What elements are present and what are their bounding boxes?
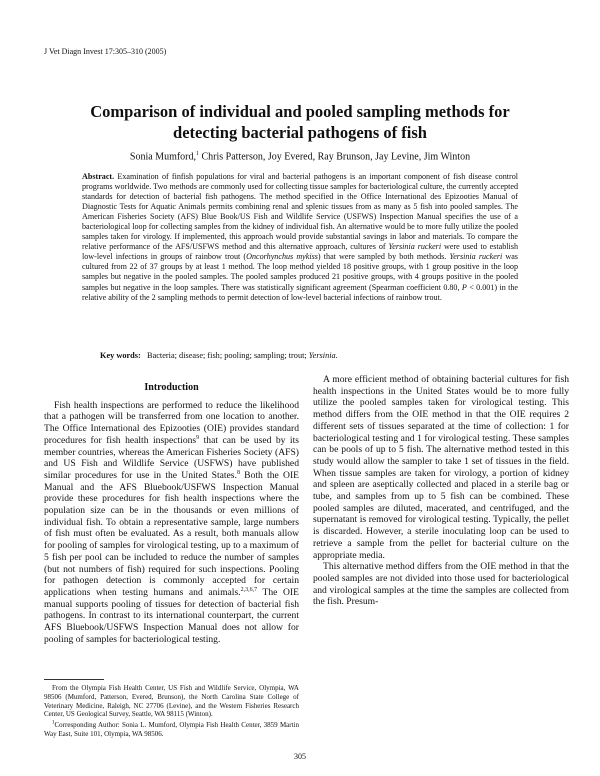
author-rest: Chris Patterson, Joy Evered, Ray Brunson, Jay Levine, Jim Winton	[199, 151, 471, 163]
keywords-text: Bacteria; disease; fish; pooling; sampling; trout;	[147, 351, 309, 360]
abstract-text: Examination of finfish populations for viral and bacterial pathogens is an important component of fish disease control programs worldwide. Two methods are commonly used for collecting tissue samples for bacteriological culture, the currently accepted standards for detection of bacterial fish pathogens. The method specified in the Office International des Epizooties Manual of Diagnostic Tests for Aquatic Animals permits combining renal and splenic tissues from as many as 5 fish into pooled samples. The American Fisheries Society (AFS) Blue Book/US Fish and Wildlife Service (USFWS) Inspection Manual specifies the use of a bacteriological loop for collecting samples from the kidney of individual fish. An alternative would be to more fully utilize the pooled samples taken for virology. If implemented, this approach would provide substantial savings in labor and materials. To compare the relative performance of the AFS/USFWS method and this alternative approach, cultures of	[82, 172, 518, 252]
author-list	[60, 151, 540, 162]
journal-reference: J Vet Diagn Invest 17:305–310 (2005)	[44, 47, 167, 56]
abstract-text: < 0.001) in the relative ability of the 2 sampling methods to permit detection of low-level bacterial infections of rainbow trout.	[82, 282, 518, 302]
keywords	[100, 351, 338, 360]
intro-paragraph-2: A more efficient method of obtaining bacterial cultures for fish health inspections in the United States would be to more fully utilize the pooled samples taken for virological testing. This method differs from the OIE method in that the OIE requires 2 different sets of tissues separated at the time of collection: 1 for bacteriological testing and 1 for virological testing. These samples can be pools of up to 5 fish. The alternative method tested in this study would allow the sampler to take 1 set of tissues in the field. When tissue samples are taken for virology, a portion of kidney and spleen are aseptically collected and placed in a sterile bag or tube, and samples from up to 5 fish can be combined. These pooled samples are diluted, macerated, and centrifuged, and the supernatant is removed for virological testing. Typically, the pellet is discarded. However, a sterile inoculating loop can be used to retrieve a sample from the pellet for bacterial culture on the appropriate media.	[313, 374, 569, 561]
footnote-corresponding: $^1$Corresponding Author: Sonia L. Mumford, Olympia Fish Health Center, 3859 Martin Way East, Suite 101, Olympia, WA 98506.	[44, 720, 299, 738]
intro-paragraph-1: Fish health inspections are performed to reduce the likelihood that a pathogen will be transferred from one location to another. The Office International des Epizooties (OIE) provides standard procedures for fish health inspections$^9$ that can be used by its member countries, whereas the American Fisheries Society (AFS) and US Fish and Wildlife Service (USFWS) have published similar procedures for use in the United States.$^8$ Both the OIE Manual and the AFS Bluebook/USFWS Inspection Manual provide these procedures for fish health inspections where the population size can be in the thousands or even millions of individual fish. To obtain a representative sample, large numbers of fish must often be evaluated. As a result, both manuals allow for pooling of samples for virological testing, up to a maximum of 5 fish per pool can be included to reduce the number of samples (but not numbers of fish) required for such inspections. Pooling for pathogen detection is commonly accepted for certain applications when testing humans and animals.$^{2,3,6,7}$ The OIE manual supports pooling of tissues for detection of bacterial fish pathogens. In contrast to its international counterpart, the current AFS Bluebook/USFWS Inspection Manual does not allow for pooling of samples for bacteriological testing.	[44, 399, 300, 645]
author-footnote-mark: 1	[196, 151, 200, 157]
footnotes	[44, 684, 299, 741]
left-column	[44, 374, 299, 645]
abstract-p-symbol: P	[461, 282, 467, 292]
footnote-affiliation: From the Olympia Fish Health Center, US Fish and Wildlife Service, Olympia, WA 98506 (Mumford, Patterson, Evered, Brunson), the North Carolina State College of Veterinary Medicine, Raleigh, NC 27706 (Levine), and the Western Fisheries Research Center, US Geological Survey, Seattle, WA 98115 (Winton).	[44, 684, 299, 719]
abstract-species: Yersinia ruckeri	[449, 252, 503, 262]
abstract-text: ) that were sampled by both methods.	[317, 252, 450, 262]
footnote-divider	[44, 679, 104, 680]
abstract-text: was cultured from 22 of 37 groups by at least 1 method. The loop method yielded 18 positive groups, with 1 group positive in the loop samples but negative in the pooled samples. The pooled samples produced 21 positive groups, with 4 groups positive in the pooled samples but negative in the loop samples. There was statistically significant agreement (Spearman coefficient 0.80,	[82, 252, 518, 292]
intro-paragraph-3: This alternative method differs from the OIE method in that the pooled samples are not divided into those used for bacteriological and virological samples at the time the samples are collected from the fish. Presum-	[313, 561, 569, 608]
keywords-label: Key words:	[100, 351, 141, 360]
title-line-1: Comparison of individual and pooled sampling methods for	[90, 102, 510, 121]
abstract-text: were used to establish low-level infections in groups of rainbow trout (	[82, 242, 518, 262]
right-column	[313, 374, 569, 608]
abstract-species: Oncorhynchus mykiss	[246, 252, 318, 262]
keywords-italic: Yersinia.	[308, 351, 338, 360]
page-number: 305	[294, 752, 306, 761]
abstract-species: Yersinia ruckeri	[388, 242, 442, 252]
section-heading-introduction: Introduction	[144, 382, 199, 393]
abstract-label: Abstract.	[82, 172, 115, 181]
abstract	[82, 172, 518, 303]
title-line-2: detecting bacterial pathogens of fish	[173, 123, 427, 142]
author-first: Sonia Mumford,	[129, 151, 197, 163]
article-title	[60, 101, 540, 143]
